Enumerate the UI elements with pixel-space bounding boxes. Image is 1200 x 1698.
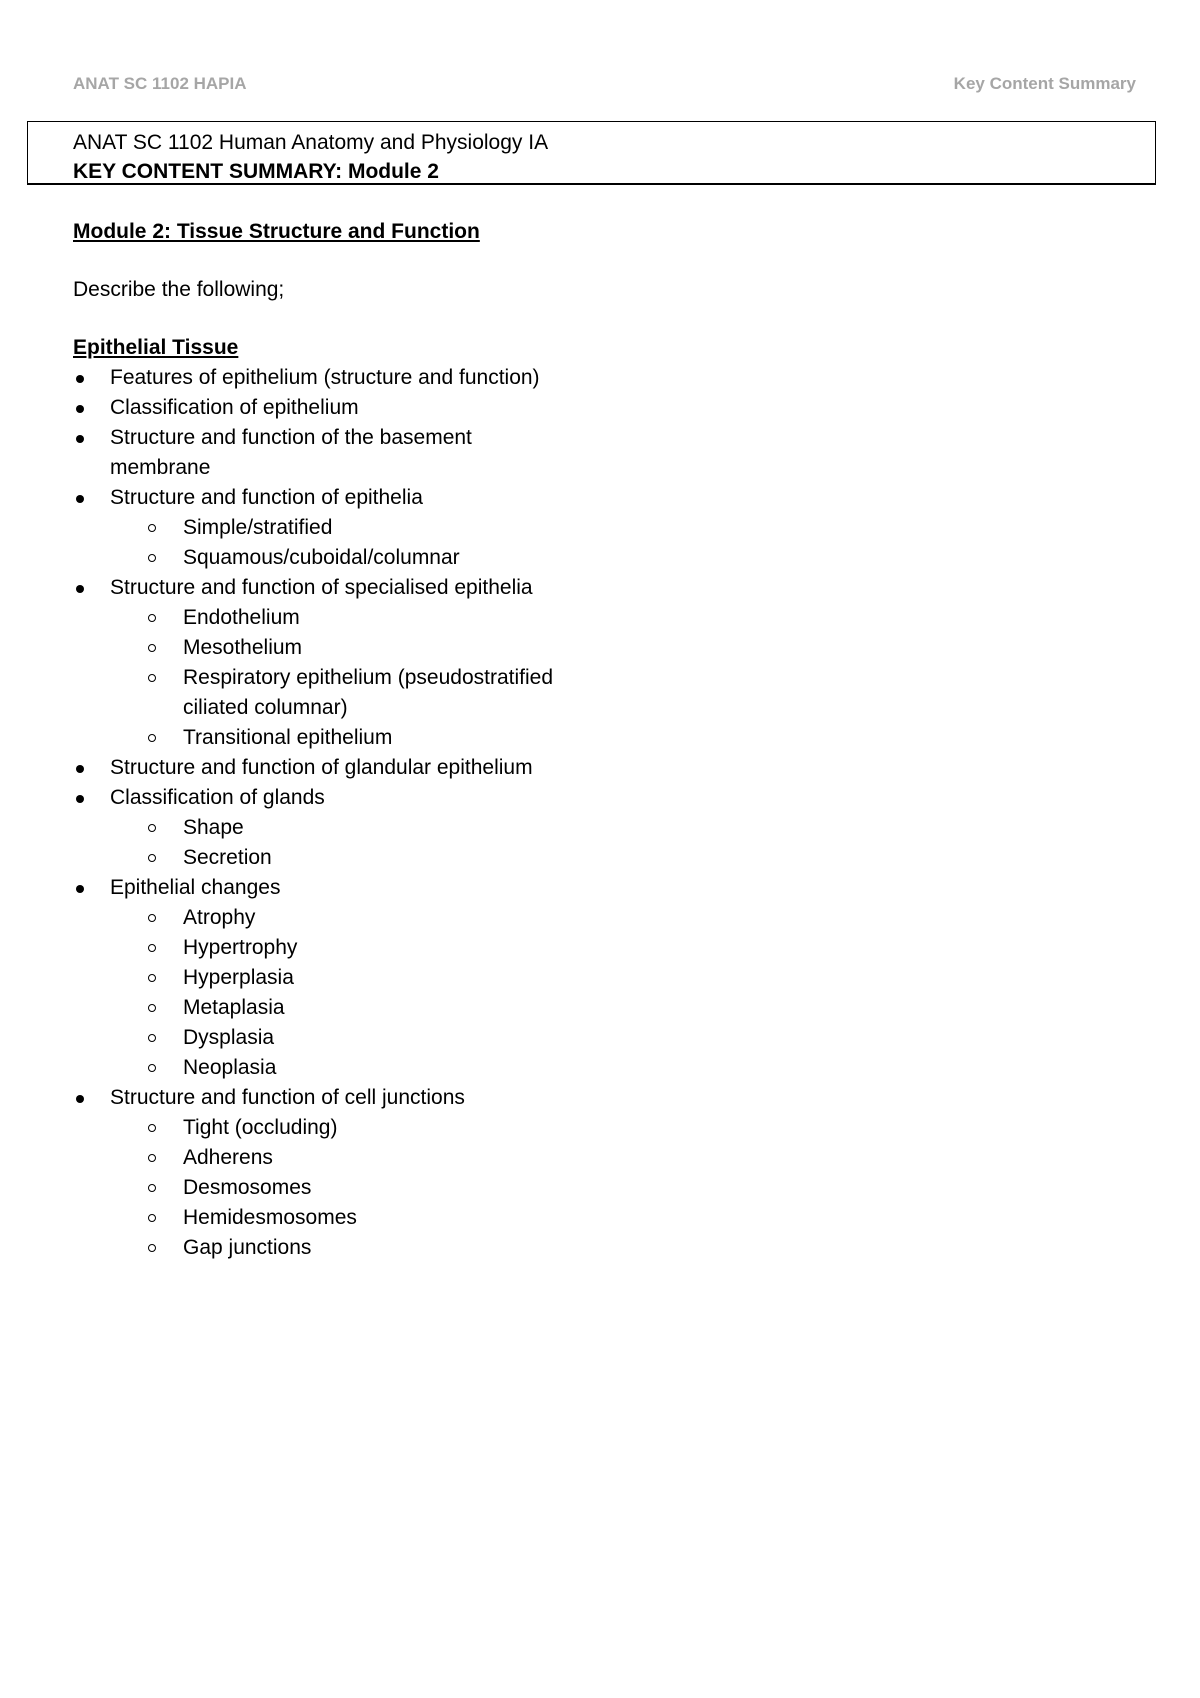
circle-bullet-icon <box>148 1244 156 1252</box>
sub-list <box>110 1113 630 1263</box>
course-title: ANAT SC 1102 Human Anatomy and Physiology IA <box>73 131 549 154</box>
sub-list-item-text: Gap junctions <box>183 1236 312 1259</box>
sub-list-item-text: Hemidesmosomes <box>183 1206 357 1229</box>
sub-list-item <box>73 933 623 963</box>
sub-list-item <box>73 903 623 933</box>
sub-list-item <box>73 633 623 663</box>
sub-list-item-text: Desmosomes <box>183 1176 312 1199</box>
document-body <box>73 217 773 1263</box>
sub-list-item-text: Dysplasia <box>183 1026 275 1049</box>
list-item <box>73 483 540 573</box>
sub-list <box>110 813 540 873</box>
list-item-text: Structure and function of epithelia <box>110 486 423 509</box>
sub-list-item-text: Atrophy <box>183 906 256 929</box>
sub-list-item <box>73 543 623 573</box>
list-item-text: Classification of glands <box>110 786 325 809</box>
sub-list-item-text: Neoplasia <box>183 1056 277 1079</box>
circle-bullet-icon <box>148 1184 156 1192</box>
circle-bullet-icon <box>148 824 156 832</box>
circle-bullet-icon <box>148 1124 156 1132</box>
circle-bullet-icon <box>148 944 156 952</box>
list-item <box>73 423 540 483</box>
section-heading: Epithelial Tissue <box>73 336 239 359</box>
circle-bullet-icon <box>148 734 156 742</box>
list-item <box>73 873 540 1083</box>
intro-text: Describe the following; <box>73 278 285 301</box>
list-item-text: Structure and function of glandular epithelium <box>110 756 533 779</box>
circle-bullet-icon <box>148 674 156 682</box>
list-item <box>73 393 540 423</box>
bullet-icon <box>76 585 84 593</box>
sub-list-item-text: Shape <box>183 816 244 839</box>
sub-list-item <box>73 1113 623 1143</box>
list-item <box>73 753 540 783</box>
list-item-text: Structure and function of the basement membrane <box>110 426 472 479</box>
sub-list-item-text: Respiratory epithelium (pseudostratified ciliated columnar) <box>183 666 554 719</box>
circle-bullet-icon <box>148 554 156 562</box>
sub-list-item <box>73 663 593 723</box>
sub-list-item-text: Tight (occluding) <box>183 1116 338 1139</box>
bullet-icon <box>76 495 84 503</box>
circle-bullet-icon <box>148 1004 156 1012</box>
sub-list-item-text: Mesothelium <box>183 636 303 659</box>
sub-list-item <box>73 993 623 1023</box>
sub-list-item <box>73 843 623 873</box>
circle-bullet-icon <box>148 854 156 862</box>
list-item <box>73 1083 630 1263</box>
circle-bullet-icon <box>148 1214 156 1222</box>
sub-list <box>110 513 540 573</box>
sub-list-item <box>73 723 623 753</box>
circle-bullet-icon <box>148 614 156 622</box>
bullet-icon <box>76 375 84 383</box>
list-item-text: Structure and function of cell junctions <box>110 1086 465 1109</box>
sub-list-item-text: Squamous/cuboidal/columnar <box>183 546 460 569</box>
circle-bullet-icon <box>148 914 156 922</box>
bullet-icon <box>76 405 84 413</box>
sub-list-item <box>73 513 623 543</box>
sub-list-item <box>73 1173 623 1203</box>
circle-bullet-icon <box>148 524 156 532</box>
sub-list-item-text: Hyperplasia <box>183 966 294 989</box>
running-header-left: ANAT SC 1102 HAPIA <box>73 74 247 93</box>
bullet-icon <box>76 435 84 443</box>
list-item <box>73 573 630 753</box>
sub-list-item <box>73 813 623 843</box>
sub-list <box>110 603 630 753</box>
list-item <box>73 783 540 873</box>
circle-bullet-icon <box>148 1154 156 1162</box>
sub-list-item-text: Secretion <box>183 846 272 869</box>
list-item-text: Structure and function of specialised epithelia <box>110 576 533 599</box>
sub-list-item-text: Endothelium <box>183 606 300 629</box>
circle-bullet-icon <box>148 974 156 982</box>
sub-list-item <box>73 603 623 633</box>
sub-list-item-text: Simple/stratified <box>183 516 333 539</box>
sub-list-item-text: Transitional epithelium <box>183 726 393 749</box>
sub-list-item <box>73 1023 623 1053</box>
sub-list-item <box>73 1233 623 1263</box>
list-item <box>73 363 540 393</box>
sub-list-item <box>73 1053 623 1083</box>
circle-bullet-icon <box>148 1034 156 1042</box>
topic-list <box>73 363 773 1263</box>
list-item-text: Classification of epithelium <box>110 396 359 419</box>
bullet-icon <box>76 795 84 803</box>
running-header <box>73 74 1136 98</box>
sub-list-item <box>73 1143 623 1173</box>
sub-list-item <box>73 1203 623 1233</box>
running-header-right: Key Content Summary <box>953 74 1136 93</box>
sub-list-item-text: Hypertrophy <box>183 936 298 959</box>
bullet-icon <box>76 1095 84 1103</box>
module-heading: Module 2: Tissue Structure and Function <box>73 220 480 243</box>
list-item-text: Epithelial changes <box>110 876 281 899</box>
summary-title: KEY CONTENT SUMMARY: Module 2 <box>73 160 439 183</box>
sub-list-item <box>73 963 623 993</box>
sub-list <box>110 903 540 1083</box>
circle-bullet-icon <box>148 644 156 652</box>
circle-bullet-icon <box>148 1064 156 1072</box>
list-item-text: Features of epithelium (structure and function) <box>110 366 540 389</box>
sub-list-item-text: Adherens <box>183 1146 273 1169</box>
bullet-icon <box>76 885 84 893</box>
title-box <box>27 121 1156 185</box>
sub-list-item-text: Metaplasia <box>183 996 285 1019</box>
bullet-icon <box>76 765 84 773</box>
